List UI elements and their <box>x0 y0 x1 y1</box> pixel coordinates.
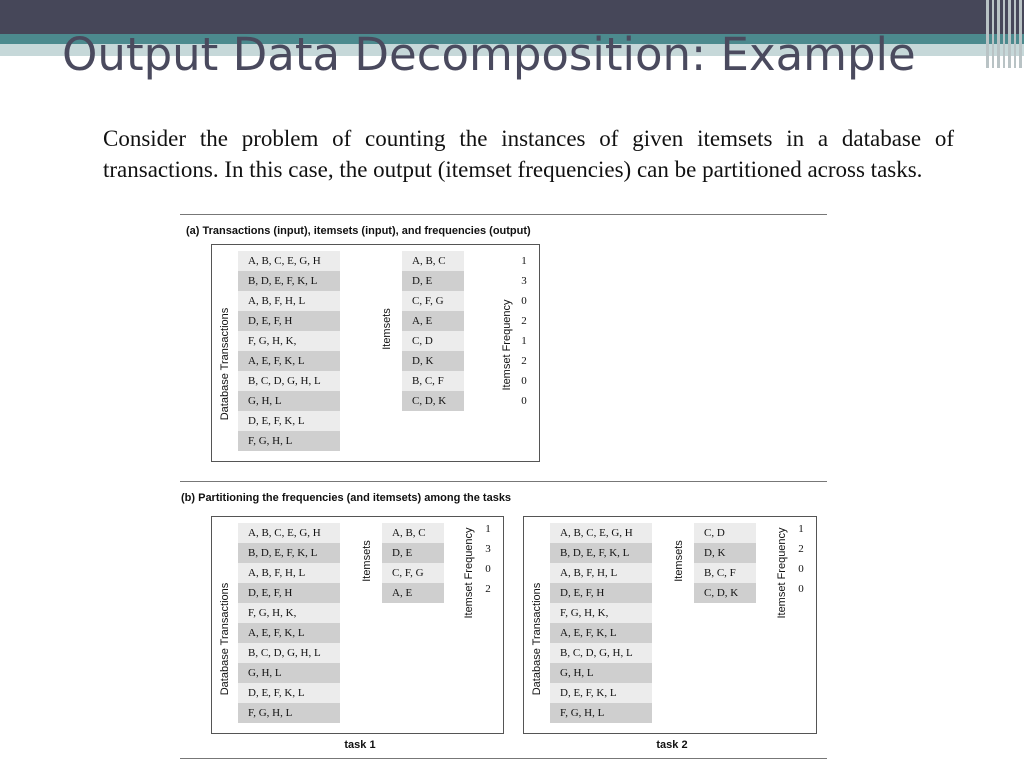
task1-itemsets-list <box>382 523 444 603</box>
figure-bottom-rule <box>180 758 827 759</box>
transaction-row: B, D, E, F, K, L <box>550 543 652 563</box>
transaction-row: B, C, D, G, H, L <box>550 643 652 663</box>
itemset-row: C, D <box>694 523 756 543</box>
frequency-list <box>517 251 531 411</box>
itemset-row: A, E <box>402 311 464 331</box>
frequency-value: 0 <box>521 295 527 307</box>
transaction-row: G, H, L <box>238 663 340 683</box>
itemset-row: C, D, K <box>694 583 756 603</box>
transaction-row: F, G, H, L <box>238 431 340 451</box>
itemset-row: D, K <box>402 351 464 371</box>
frequency-value: 2 <box>521 315 527 327</box>
frequency-value: 1 <box>798 523 804 535</box>
transaction-row: F, G, H, K, <box>550 603 652 623</box>
transactions-list <box>238 251 340 451</box>
transaction-row: D, E, F, K, L <box>238 411 340 431</box>
itemset-frequency-label: Itemset Frequency <box>776 527 788 619</box>
transaction-row: D, E, F, K, L <box>550 683 652 703</box>
frequency-value: 2 <box>485 583 491 595</box>
transaction-row: D, E, F, H <box>550 583 652 603</box>
caption-part-b: (b) Partitioning the frequencies (and itemsets) among the tasks <box>181 492 512 504</box>
transaction-row: B, C, D, G, H, L <box>238 371 340 391</box>
task1-transactions-list <box>238 523 340 723</box>
transaction-row: A, E, F, K, L <box>238 351 340 371</box>
transaction-row: D, E, F, K, L <box>238 683 340 703</box>
transaction-row: G, H, L <box>238 391 340 411</box>
itemset-frequency-label: Itemset Frequency <box>501 299 513 391</box>
task1-label: task 1 <box>344 739 376 751</box>
db-transactions-label: Database Transactions <box>531 582 543 696</box>
itemset-row: C, F, G <box>402 291 464 311</box>
transaction-row: B, D, E, F, K, L <box>238 271 340 291</box>
task2-transactions-list <box>550 523 652 723</box>
frequency-value: 2 <box>521 355 527 367</box>
transaction-row: B, D, E, F, K, L <box>238 543 340 563</box>
intro-paragraph: Consider the problem of counting the instances of given itemsets in a database of transactions. In this case, the output (itemset frequencies) can be partitioned across tasks. <box>103 126 954 182</box>
frequency-value: 3 <box>521 275 527 287</box>
itemset-row: C, D, K <box>402 391 464 411</box>
transaction-row: A, E, F, K, L <box>238 623 340 643</box>
transaction-row: A, B, C, E, G, H <box>238 251 340 271</box>
transaction-row: G, H, L <box>550 663 652 683</box>
task2-label: task 2 <box>656 739 688 751</box>
itemset-row: C, F, G <box>382 563 444 583</box>
task2-itemsets-list <box>694 523 756 603</box>
itemset-row: D, E <box>382 543 444 563</box>
itemset-row: C, D <box>402 331 464 351</box>
frequency-value: 2 <box>798 543 804 555</box>
itemsets-label: Itemsets <box>381 308 393 350</box>
task1-frequency-list <box>481 519 495 599</box>
figure-top-rule <box>180 214 827 215</box>
itemsets-label: Itemsets <box>361 540 373 582</box>
transaction-row: A, B, F, H, L <box>238 291 340 311</box>
frequency-value: 1 <box>521 335 527 347</box>
itemsets-label: Itemsets <box>673 540 685 582</box>
slide-title: Output Data Decomposition: Example <box>62 28 916 81</box>
itemset-row: B, C, F <box>694 563 756 583</box>
frequency-value: 0 <box>798 563 804 575</box>
transaction-row: D, E, F, H <box>238 311 340 331</box>
header-stripes <box>986 0 1024 68</box>
frequency-value: 0 <box>521 395 527 407</box>
itemset-row: D, K <box>694 543 756 563</box>
panel-task1 <box>211 516 504 734</box>
task2-frequency-list <box>794 519 808 599</box>
panel-part-a <box>211 244 540 462</box>
frequency-value: 1 <box>521 255 527 267</box>
transaction-row: A, B, F, H, L <box>550 563 652 583</box>
frequency-value: 0 <box>485 563 491 575</box>
transaction-row: A, B, F, H, L <box>238 563 340 583</box>
transaction-row: A, B, C, E, G, H <box>550 523 652 543</box>
itemset-row: A, B, C <box>382 523 444 543</box>
frequency-value: 1 <box>485 523 491 535</box>
transaction-row: F, G, H, L <box>238 703 340 723</box>
transaction-row: F, G, H, K, <box>238 331 340 351</box>
panel-task2 <box>523 516 817 734</box>
frequency-value: 0 <box>798 583 804 595</box>
transaction-row: B, C, D, G, H, L <box>238 643 340 663</box>
transaction-row: A, E, F, K, L <box>550 623 652 643</box>
itemset-row: B, C, F <box>402 371 464 391</box>
itemset-row: A, B, C <box>402 251 464 271</box>
transaction-row: A, B, C, E, G, H <box>238 523 340 543</box>
caption-part-a: (a) Transactions (input), itemsets (input), and frequencies (output) <box>186 225 531 237</box>
itemset-row: A, E <box>382 583 444 603</box>
itemset-frequency-label: Itemset Frequency <box>463 527 475 619</box>
transaction-row: F, G, H, L <box>550 703 652 723</box>
figure-mid-rule <box>180 481 827 482</box>
db-transactions-label: Database Transactions <box>219 582 231 696</box>
db-transactions-label: Database Transactions <box>219 307 231 421</box>
frequency-value: 3 <box>485 543 491 555</box>
transaction-row: F, G, H, K, <box>238 603 340 623</box>
itemset-row: D, E <box>402 271 464 291</box>
frequency-value: 0 <box>521 375 527 387</box>
itemsets-list <box>402 251 464 411</box>
transaction-row: D, E, F, H <box>238 583 340 603</box>
